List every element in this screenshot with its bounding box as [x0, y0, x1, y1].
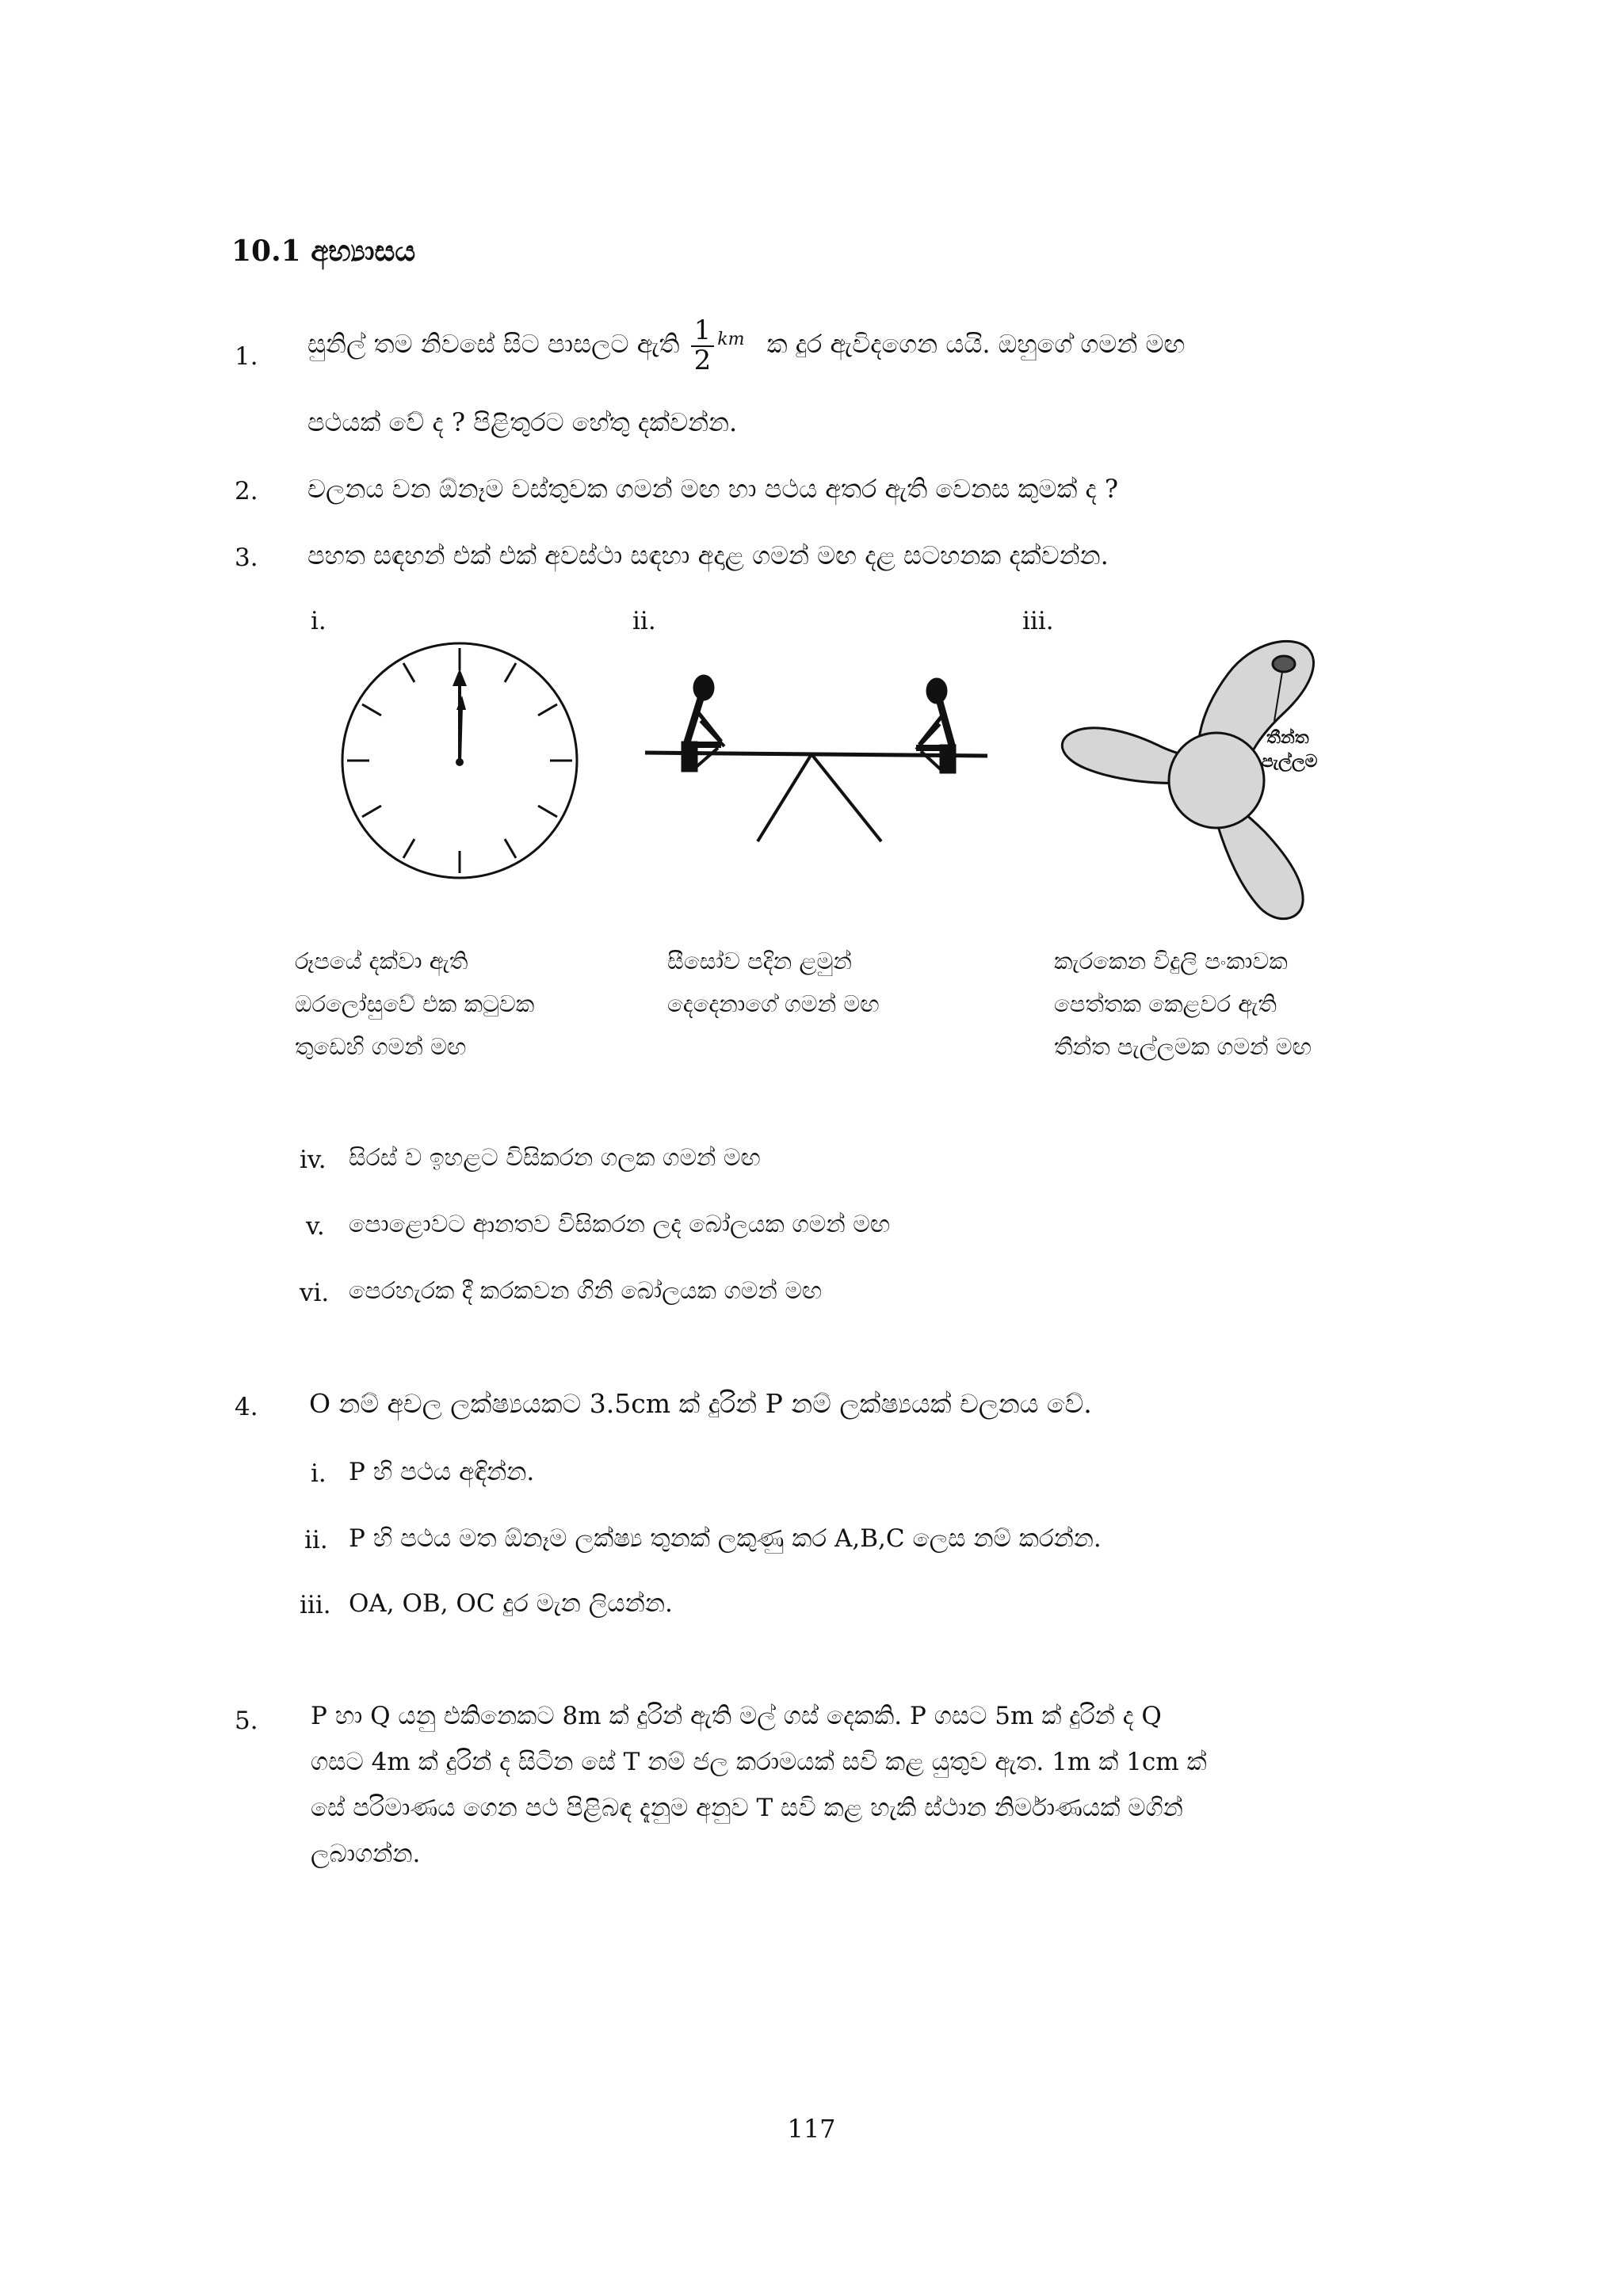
- half-fraction: [691, 317, 715, 375]
- seesaw-figure: [642, 666, 991, 856]
- q5-line-1: P හා Q යනු එකිනෙකට 8m ක් දුරින් ඇති මල් ගස් දෙකකි. P ගසට 5m ක් දුරින් ද Q: [311, 1702, 1162, 1730]
- item-iv-text: සිරස් ව ඉහළට විසිකරන ගලක ගමන් මඟ: [349, 1144, 761, 1172]
- q1-text-a: සුනිල් තම නිවසේ සිට පාසලට ඇති: [307, 329, 680, 360]
- q1-text-b: ක දුර ඇවිදගෙන යයි. ඔහුගේ ගමන් මඟ: [766, 329, 1186, 360]
- figure-label-ii: ii.: [632, 607, 656, 635]
- q4-item-i-text: P හි පථය අඳින්න.: [349, 1458, 535, 1486]
- caption-clock: [295, 940, 534, 1068]
- q4-number: 4.: [235, 1393, 258, 1421]
- q5-number: 5.: [235, 1707, 258, 1735]
- figure-label-i: i.: [311, 607, 327, 635]
- q4-item-ii-label: ii.: [304, 1526, 328, 1554]
- caption-line: කැරකෙන විදුලි පංකාවක: [1054, 948, 1288, 974]
- q4-item-ii-text: P හි පථය මත ඕනෑම ලක්ෂ්‍ය තුනක් ලකුණු කර A,B,C ලෙස නම් කරන්න.: [349, 1524, 1102, 1553]
- fan-label-line-2: පැල්ලම: [1262, 752, 1318, 772]
- q1-line-1: [307, 317, 1185, 375]
- q4-item-iii-text: OA, OB, OC දුර මැන ලියන්න.: [349, 1589, 673, 1618]
- item-v-text: පොළොවට ආනතව විසිකරන ලද බෝලයක ගමන් මඟ: [349, 1211, 891, 1238]
- child-right: [916, 678, 956, 773]
- caption-line: දෙදෙනාගේ ගමන් මඟ: [667, 990, 880, 1017]
- km-unit: km: [717, 330, 745, 350]
- q3-text: පහත සඳහන් එක් එක් අවස්ථා සඳහා අදාළ ගමන් මඟ දළ සටහනක දක්වන්න.: [307, 540, 1109, 570]
- caption-line: සීසෝව පදින ළමුන්: [667, 948, 852, 974]
- fan-figure: [1054, 626, 1371, 927]
- q5-line-3: සේ පරිමාණය ගෙන පථ පිළිබඳ දැනුම අනුව T සවි කළ හැකි ස්ථාන නිර්මාණයක් මගින්: [311, 1794, 1183, 1822]
- item-v-label: v.: [306, 1212, 325, 1241]
- caption-line: තීන්ත පැල්ලමක ගමන් මඟ: [1054, 1033, 1312, 1060]
- clock-hands: [453, 669, 467, 766]
- page-number: 117: [787, 2114, 836, 2144]
- caption-line: ඔරලෝසුවේ එක කටුවක: [295, 990, 535, 1017]
- item-vi-text: පෙරහැරක දී කරකවන ගිනි බෝලයක ගමන් මඟ: [349, 1277, 823, 1305]
- fraction-numerator: 1: [693, 315, 712, 346]
- fan-label-line-1: තීන්ත: [1266, 728, 1309, 748]
- fraction-denominator: 2: [691, 345, 715, 376]
- q1-number: 1.: [235, 342, 258, 371]
- item-vi-label: vi.: [300, 1279, 330, 1307]
- q3-number: 3.: [235, 543, 258, 572]
- q4-item-i-label: i.: [311, 1459, 327, 1488]
- caption-seesaw: [667, 940, 880, 1025]
- fan-blades: [1062, 641, 1313, 918]
- q2-number: 2.: [235, 477, 258, 505]
- q4-item-iii-label: iii.: [300, 1591, 331, 1619]
- clock-figure: [333, 634, 586, 887]
- child-left: [682, 675, 724, 772]
- q5-line-2: ගසට 4m ක් දුරින් ද සිටින සේ T නම් ජල කරාමයක් සවි කළ යුතුව ඇත. 1m ක් 1cm ක්: [311, 1748, 1207, 1776]
- item-iv-label: iv.: [300, 1146, 327, 1174]
- seesaw-leg-right: [812, 754, 881, 841]
- section-heading: 10.1 අභ්‍යාසය: [231, 235, 416, 268]
- q2-text: චලනය වන ඕනෑම වස්තුවක ගමන් මඟ හා පථය අතර ඇති වෙනස කුමක් ද ?: [307, 474, 1119, 504]
- q4-text: O නම් අචල ලක්ෂ්‍යයකට 3.5cm ක් දුරින් P නම් ලක්ෂ්‍යයක් චලනය වේ.: [309, 1388, 1092, 1419]
- fan-hub: [1169, 733, 1264, 828]
- caption-line: තුඩෙහි ගමන් මඟ: [295, 1033, 467, 1060]
- q5-line-4: ලබාගන්න.: [311, 1840, 421, 1868]
- caption-line: රූපයේ දක්වා ඇති: [295, 948, 468, 974]
- seesaw-leg-left: [758, 754, 812, 841]
- paint-spot: [1273, 656, 1295, 672]
- caption-fan: [1054, 940, 1312, 1068]
- q1-line-2: පථයක් වේ ද ? පිළිතුරට හේතු දක්වන්න.: [307, 407, 738, 437]
- caption-line: පෙත්තක කෙළවර ඇති: [1054, 990, 1277, 1017]
- figure-label-iii: iii.: [1022, 607, 1054, 635]
